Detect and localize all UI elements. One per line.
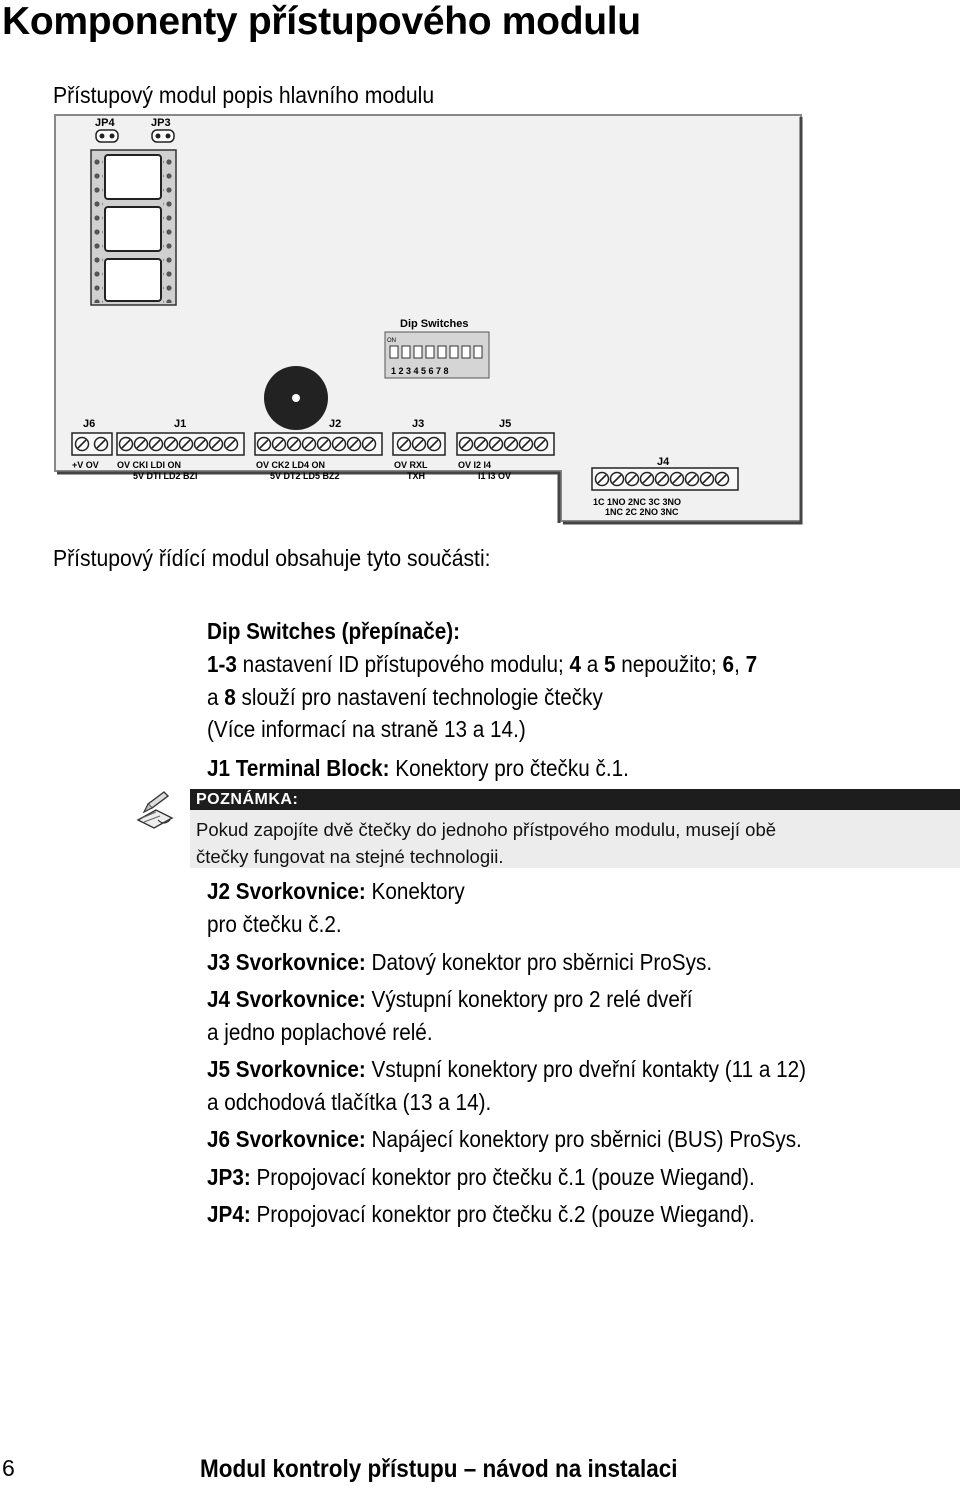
svg-text:TXH: TXH: [407, 471, 425, 481]
pencil-note-icon: [134, 790, 180, 836]
page-number: 6: [2, 1455, 15, 1481]
dip-switches-line: 1-3 nastavení ID přístupového modulu; 4 a 5 nepoužito; 6, 7: [207, 651, 758, 677]
j5-description: J5 Svorkovnice: Vstupní konektory pro dveřní kontakty (11 a 12): [207, 1056, 807, 1082]
j2-description-cont: pro čtečku č.2.: [207, 911, 342, 937]
reader-socket: [91, 150, 176, 305]
buzzer: [264, 366, 328, 430]
svg-text:1 2 3 4 5 6 7 8: 1 2 3 4 5 6 7 8: [391, 366, 449, 376]
jp4-jumper: [96, 130, 118, 142]
jp4-description: JP4: Propojovací konektor pro čtečku č.2 (pouze Wiegand).: [207, 1201, 755, 1227]
j4-description-cont: a jedno poplachové relé.: [207, 1019, 433, 1045]
j5-label: J5: [499, 418, 512, 430]
j6-terminal: [72, 433, 112, 455]
dip-switch-block: [385, 332, 489, 378]
note-text: Pokud zapojíte dvě čtečky do jednoho přístpového modulu, musejí obě čtečky fungovat na stejné technologii.: [196, 819, 777, 867]
page-title: Komponenty přístupového modulu: [2, 0, 641, 43]
svg-text:ON: ON: [387, 338, 396, 344]
j1-label: J1: [174, 418, 187, 430]
footer-title: Modul kontroly přístupu – návod na instalaci: [200, 1455, 678, 1483]
j2-terminal: [255, 433, 382, 455]
note-box: [190, 789, 960, 868]
svg-text:OV RXL: OV RXL: [394, 460, 428, 470]
jp3-label: JP3: [151, 117, 171, 129]
note-header: POZNÁMKA:: [190, 789, 960, 810]
j5-description-cont: a odchodová tlačítka (13 a 14).: [207, 1089, 492, 1115]
j6-label: J6: [83, 418, 96, 430]
j2-label: J2: [329, 418, 342, 430]
j3-terminal: [393, 433, 445, 455]
j1-description: J1 Terminal Block: Konektory pro čtečku č.1.: [207, 755, 629, 781]
dip-switches-heading: Dip Switches (přepínače):: [207, 618, 461, 644]
components-intro: Přístupový řídící modul obsahuje tyto součásti:: [53, 545, 491, 571]
jp4-label: JP4: [95, 117, 115, 129]
dip-switches-line: a 8 slouží pro nastavení technologie čtečky: [207, 684, 603, 710]
dip-switches-label: Dip Switches: [400, 318, 469, 330]
svg-text:5V DTI LD2 BZI: 5V DTI LD2 BZI: [133, 471, 198, 481]
j1-terminal: [117, 433, 244, 455]
svg-text:OV CKI LDI ON: OV CKI LDI ON: [117, 460, 182, 470]
j3-description: J3 Svorkovnice: Datový konektor pro sběrnici ProSys.: [207, 949, 713, 975]
j6-description: J6 Svorkovnice: Napájecí konektory pro sběrnici (BUS) ProSys.: [207, 1126, 802, 1152]
j5-terminal: [457, 433, 554, 455]
svg-text:OV CK2 LD4 ON: OV CK2 LD4 ON: [256, 460, 326, 470]
svg-text:5V DT2 LD5 BZ2: 5V DT2 LD5 BZ2: [270, 471, 340, 481]
circuit-board-diagram: [53, 113, 805, 525]
svg-text:+V OV: +V OV: [72, 460, 99, 470]
j4-description: J4 Svorkovnice: Výstupní konektory pro 2 relé dveří: [207, 986, 693, 1012]
j4-label: J4: [657, 456, 670, 468]
svg-text:OV I2 I4: OV I2 I4: [458, 460, 492, 470]
j4-terminal: [592, 468, 738, 490]
svg-text:I1 I3 OV: I1 I3 OV: [478, 471, 512, 481]
jp3-description: JP3: Propojovací konektor pro čtečku č.1 (pouze Wiegand).: [207, 1164, 755, 1190]
svg-text:1C 1NO 2NC 3C 3NO: 1C 1NO 2NC 3C 3NO: [593, 497, 682, 507]
board-subtitle: Přístupový modul popis hlavního modulu: [53, 82, 435, 108]
dip-switches-line: (Více informací na straně 13 a 14.): [207, 716, 526, 742]
jp3-jumper: [152, 130, 174, 142]
j3-label: J3: [412, 418, 425, 430]
svg-text:1NC 2C 2NO 3NC: 1NC 2C 2NO 3NC: [605, 507, 679, 517]
j2-description: J2 Svorkovnice: Konektory: [207, 878, 465, 904]
